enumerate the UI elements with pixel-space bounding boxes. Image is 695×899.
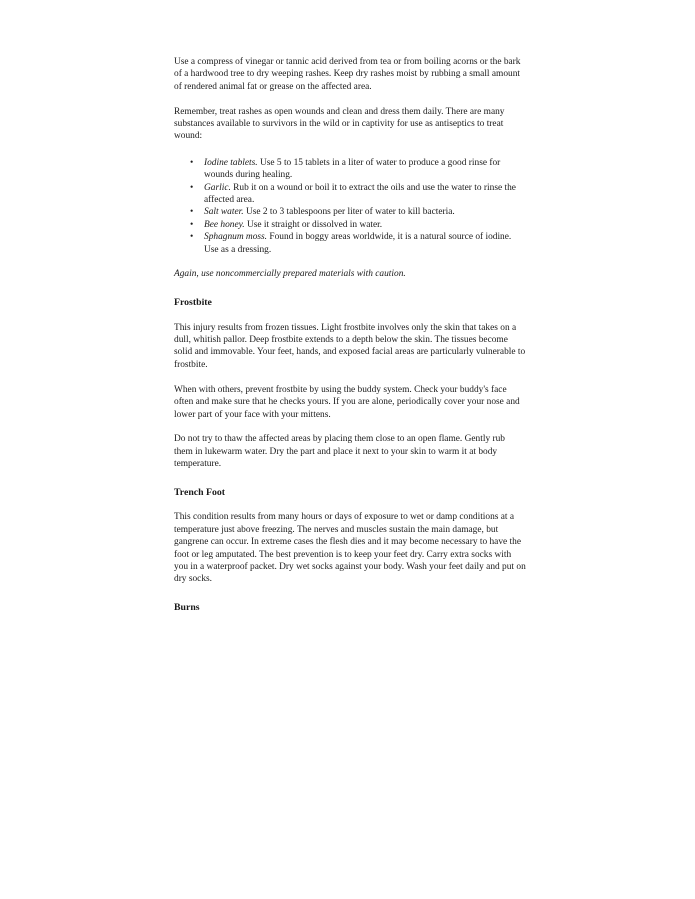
frostbite-paragraph-3: Do not try to thaw the affected areas by placing them close to an open flame. Gently rub them in lukewarm water. Dry the part and place it next to your skin to warm it at body temperature.	[174, 434, 505, 470]
list-item	[190, 182, 526, 207]
document-page	[174, 56, 526, 627]
caution-paragraph: Again, use noncommercially prepared materials with caution.	[174, 269, 406, 280]
list-item-term: Garlic.	[204, 182, 231, 193]
list-item-text: Found in boggy areas worldwide, it is a natural source of iodine. Use as a dressing.	[204, 232, 512, 255]
bullet-icon: •	[190, 232, 194, 243]
frostbite-heading: Frostbite	[174, 296, 212, 308]
antiseptics-list	[174, 157, 526, 256]
bullet-icon: •	[190, 182, 194, 193]
list-item	[190, 219, 526, 231]
burns-heading: Burns	[174, 601, 200, 613]
list-item-term: Iodine tablets.	[204, 157, 258, 168]
list-item-text: Use it straight or dissolved in water.	[244, 219, 383, 230]
list-item-term: Salt water.	[204, 207, 244, 218]
bullet-icon: •	[190, 219, 194, 230]
list-item	[190, 206, 526, 218]
list-item-text: Use 2 to 3 tablespoons per liter of water to kill bacteria.	[243, 207, 455, 218]
list-item-text: Use 5 to 15 tablets in a liter of water to produce a good rinse for wounds during healing.	[204, 157, 501, 181]
bullet-icon: •	[190, 157, 194, 168]
list-item-text: Rub it on a wound or boil it to extract the oils and use the water to rinse the affected area.	[204, 182, 516, 206]
antiseptics-intro-paragraph: Remember, treat rashes as open wounds and clean and dress them daily. There are many substances available to survivors in the wild or in captivity for use as antiseptics to treat wound:	[174, 106, 505, 142]
trench-foot-heading: Trench Foot	[174, 486, 226, 498]
frostbite-paragraph-2: When with others, prevent frostbite by using the buddy system. Check your buddy's face often and make sure that he checks yours. If you are alone, periodically cover your nose and lower part of your face with your mittens.	[174, 384, 520, 420]
list-item	[190, 157, 526, 182]
list-item-term: Bee honey.	[204, 219, 245, 230]
bullet-icon: •	[190, 207, 194, 218]
trench-foot-paragraph: This condition results from many hours or days of exposure to wet or damp conditions at a temperature just above freezing. The nerves and muscles sustain the main damage, but gangrene can occur. In extreme cases the flesh dies and it may become necessary to have the foot or leg amputated. The best prevention is to keep your feet dry. Carry extra socks with you in a waterproof packet. Dry wet socks against your body. Wash your feet daily and put on dry socks.	[174, 512, 526, 585]
list-item	[190, 231, 526, 256]
list-item-term: Sphagnum moss.	[204, 232, 268, 243]
frostbite-paragraph-1: This injury results from frozen tissues. Light frostbite involves only the skin that takes on a dull, whitish pallor. Deep frostbite extends to a depth below the skin. The tissues become solid and immovable. Your feet, hands, and exposed facial areas are particularly vulnerable to frostbite.	[174, 322, 526, 370]
compress-paragraph: Use a compress of vinegar or tannic acid derived from tea or from boiling acorns or the bark of a hardwood tree to dry weeping rashes. Keep dry rashes moist by rubbing a small amount of rendered animal fat or grease on the affected area.	[174, 57, 521, 92]
